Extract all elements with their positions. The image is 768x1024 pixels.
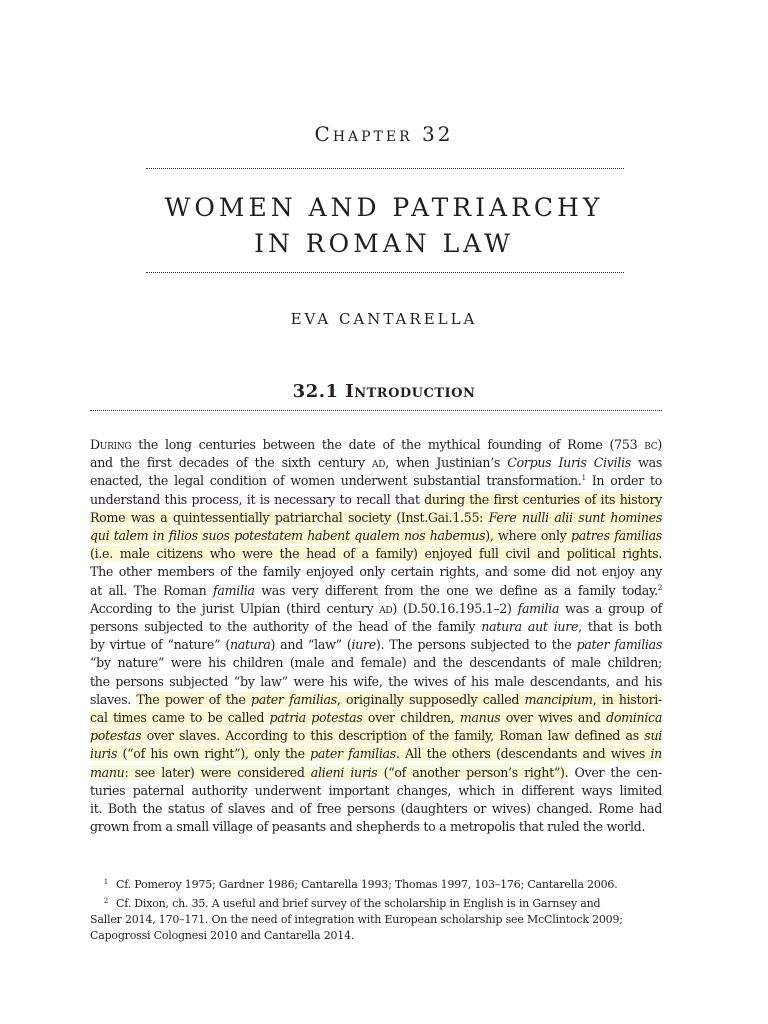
body-line bbox=[90, 764, 662, 782]
text-run: was bbox=[630, 455, 662, 471]
text-run: ). The persons subjected to the bbox=[375, 637, 577, 653]
highlighted-text: over slaves. According to this description of the family, Roman law defined as bbox=[141, 728, 645, 744]
text-run: understand this process, it is necessary to recall that bbox=[90, 491, 425, 507]
dotted-rule-bottom bbox=[146, 272, 624, 273]
highlighted-text: : see later) were considered bbox=[124, 764, 311, 780]
section-dotted-rule bbox=[90, 410, 662, 411]
section-number: 32.1 bbox=[292, 381, 339, 402]
highlighted-text: ), where only bbox=[485, 528, 571, 544]
text-run: ) (D.50.16.195.1–2) bbox=[392, 600, 518, 616]
footnote-text: Saller 2014, 170–171. On the need of integration with European scholarship see McClintock 2009; bbox=[90, 913, 623, 926]
text-run: Corpus Iuris Civilis bbox=[507, 455, 631, 471]
highlighted-text: during the first centuries of its history bbox=[424, 491, 662, 507]
body-line bbox=[90, 673, 662, 691]
highlighted-text: patria potestas bbox=[269, 710, 363, 726]
highlighted-text: Rome was a quintessentially patriarchal society (Inst.Gai.1.55: bbox=[90, 509, 489, 525]
footnote-line bbox=[90, 928, 662, 944]
body-line bbox=[90, 727, 662, 745]
body-line bbox=[90, 691, 662, 709]
highlighted-text: manus bbox=[459, 710, 501, 726]
chapter-label: Chapter 32 bbox=[314, 122, 454, 146]
highlighted-text: dominica bbox=[606, 710, 663, 726]
text-run: by virtue of “nature” ( bbox=[90, 637, 230, 653]
text-run: During bbox=[90, 437, 132, 452]
text-run: and the first decades of the sixth century bbox=[90, 455, 372, 471]
highlighted-text: potestas bbox=[90, 728, 142, 744]
text-run: ) bbox=[657, 437, 662, 452]
body-line bbox=[90, 818, 662, 836]
text-run: persons subjected to the authority of the head of the family bbox=[90, 619, 482, 635]
highlighted-text: pater familias bbox=[251, 691, 337, 707]
highlighted-text: manu bbox=[90, 764, 125, 780]
text-run: ) and “law” ( bbox=[270, 637, 352, 653]
body-line bbox=[90, 600, 662, 618]
highlighted-text: , in histori- bbox=[592, 691, 662, 707]
body-line bbox=[90, 709, 662, 727]
footnote-text: Cf. Pomeroy 1975; Gardner 1986; Cantarella 1993; Thomas 1997, 103–176; Cantarella 2006. bbox=[116, 878, 618, 891]
footnote-mark: 2 bbox=[103, 897, 108, 905]
body-line bbox=[90, 782, 662, 800]
text-run: the long centuries between the date of the mythical founding of Rome (753 bbox=[131, 437, 645, 452]
highlighted-text: iuris bbox=[90, 746, 118, 762]
section-name: Introduction bbox=[345, 381, 476, 402]
body-line bbox=[90, 491, 662, 509]
text-run: turies paternal authority underwent important changes, which in different ways limited bbox=[90, 782, 662, 798]
highlighted-text: qui talem in filios suos potestatem habent qualem nos habemus bbox=[90, 528, 486, 544]
text-run: the persons subjected “by law” were his wife, the wives of his male descendants, and his bbox=[90, 673, 662, 689]
text-run: According to the jurist Ulpian (third century bbox=[90, 600, 380, 616]
text-run: pater familias bbox=[576, 637, 663, 653]
highlighted-text: over wives and bbox=[500, 710, 607, 726]
highlighted-text: in bbox=[650, 746, 662, 762]
body-line bbox=[90, 800, 662, 818]
highlighted-text: patres familias bbox=[570, 528, 662, 544]
text-run: ad bbox=[379, 600, 393, 616]
highlighted-text: over children, bbox=[362, 710, 460, 726]
footnote-reference: 1 bbox=[581, 474, 586, 483]
body-line bbox=[90, 618, 662, 636]
text-run: “by nature” were his children (male and female) and the descendants of male children; bbox=[90, 655, 662, 671]
text-run: , that is both bbox=[578, 619, 662, 635]
highlighted-text: pater familias bbox=[310, 746, 396, 762]
footnotes bbox=[90, 874, 662, 944]
footnote-line bbox=[90, 893, 662, 912]
body-line bbox=[90, 545, 662, 563]
highlighted-text: (“of another person’s right”). bbox=[377, 764, 569, 780]
text-run: Over the cen- bbox=[568, 764, 662, 780]
highlighted-text: mancipium bbox=[524, 691, 593, 707]
highlighted-text: alieni iuris bbox=[310, 764, 378, 780]
highlighted-text: (“of his own right”), only the bbox=[117, 746, 311, 762]
text-run: The other members of the family enjoyed only certain rights, and some did not enjoy any bbox=[90, 564, 662, 580]
body-line bbox=[90, 454, 662, 472]
text-run: bc bbox=[644, 437, 658, 452]
footnote-line bbox=[90, 912, 662, 928]
text-run: , when Justinian’s bbox=[385, 455, 508, 471]
text-run: In order to bbox=[585, 473, 662, 489]
text-run: ad bbox=[372, 455, 386, 471]
body-line bbox=[90, 636, 662, 654]
text-run: was very different from the one we define as a family today. bbox=[254, 582, 658, 598]
dotted-rule-top bbox=[146, 168, 624, 169]
text-run: enacted, the legal condition of women underwent substantial transformation. bbox=[90, 473, 582, 489]
text-run: iure bbox=[351, 637, 376, 653]
chapter-title bbox=[0, 190, 768, 262]
footnote-text: Cf. Dixon, ch. 35. A useful and brief survey of the scholarship in English is in Garnsey and bbox=[116, 897, 601, 910]
body-line bbox=[90, 745, 662, 763]
body-line bbox=[90, 436, 662, 454]
chapter-title-line-1: WOMEN AND PATRIARCHY bbox=[164, 193, 604, 222]
body-paragraph bbox=[90, 436, 662, 836]
body-line bbox=[90, 563, 662, 581]
highlighted-text: The power of the bbox=[136, 691, 252, 707]
body-line bbox=[90, 582, 662, 600]
highlighted-text: sui bbox=[644, 728, 662, 744]
text-run: grown from a small village of peasants and shepherds to a metropolis that ruled the world. bbox=[90, 819, 646, 835]
body-line bbox=[90, 509, 662, 527]
chapter-title-line-2: IN ROMAN LAW bbox=[254, 229, 514, 258]
highlighted-text: . All the others (descendants and wives bbox=[395, 746, 651, 762]
text-run: at all. The Roman bbox=[90, 582, 214, 598]
text-run: it. Both the status of slaves and of free persons (daughters or wives) changed. Rome had bbox=[90, 801, 662, 817]
text-run: natura bbox=[229, 637, 271, 653]
highlighted-text: Fere nulli alii sunt homines bbox=[488, 509, 663, 525]
body-line bbox=[90, 472, 662, 490]
section-heading bbox=[0, 381, 768, 402]
text-run: slaves. bbox=[90, 691, 137, 707]
footnote-reference: 2 bbox=[657, 583, 662, 592]
text-run: familia bbox=[213, 582, 255, 598]
text-run: natura aut iure bbox=[481, 619, 579, 635]
footnote-text: Capogrossi Colognesi 2010 and Cantarella 2014. bbox=[90, 929, 355, 942]
footnote-mark: 1 bbox=[103, 878, 108, 886]
highlighted-text: , originally supposedly called bbox=[336, 691, 525, 707]
highlighted-text: cal times came to be called bbox=[90, 710, 270, 726]
text-run: familia bbox=[517, 600, 560, 616]
body-line bbox=[90, 654, 662, 672]
highlighted-text: (i.e. male citizens who were the head of a family) enjoyed full civil and political rights. bbox=[90, 546, 662, 562]
text-run: was a group of bbox=[559, 600, 662, 616]
author-name: EVA CANTARELLA bbox=[290, 310, 478, 328]
footnote-line bbox=[90, 874, 662, 893]
body-line bbox=[90, 527, 662, 545]
